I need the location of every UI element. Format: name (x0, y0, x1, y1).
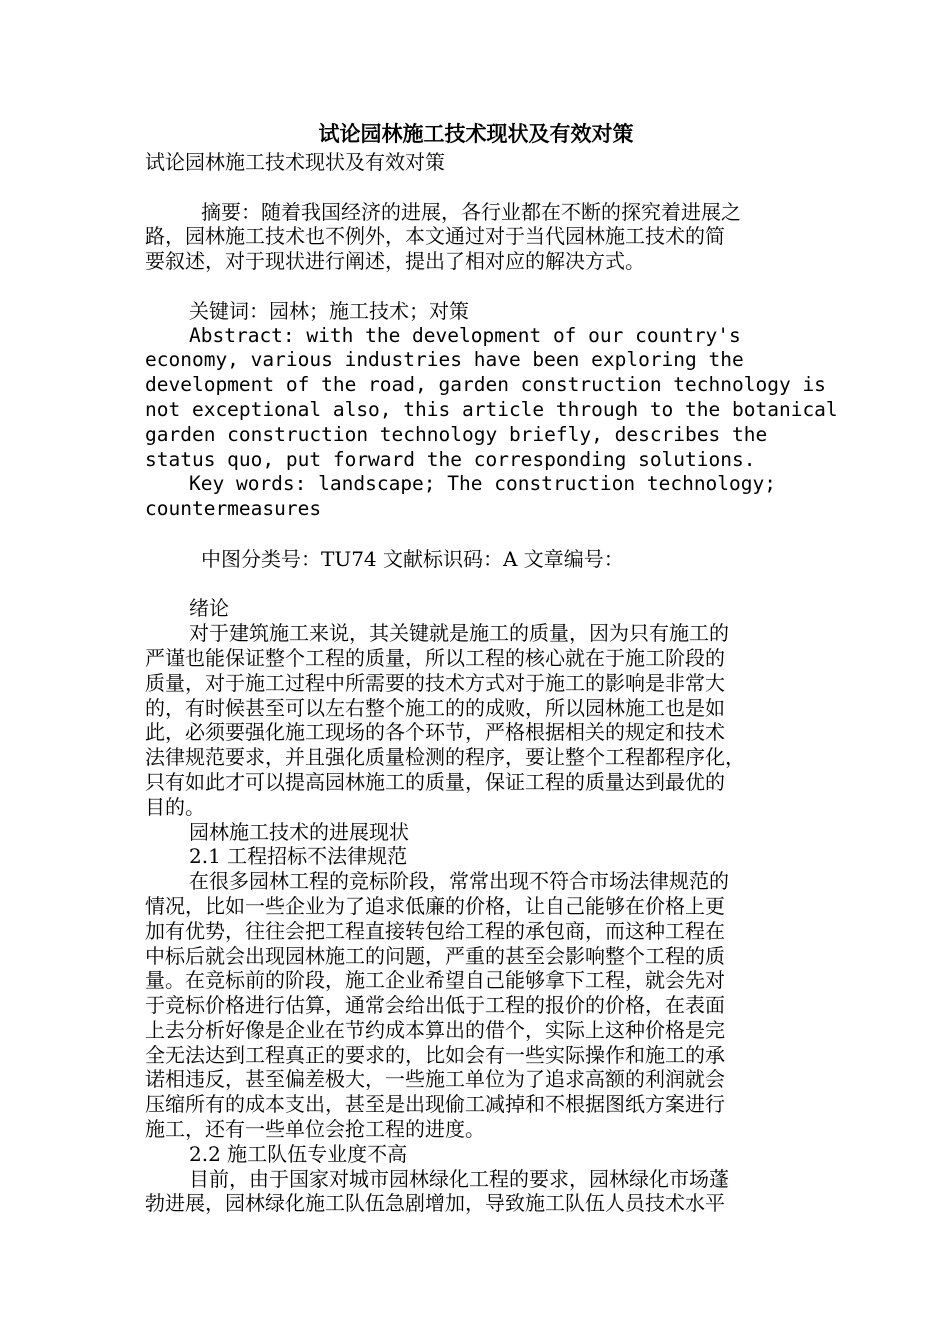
subsection-paragraph (145, 869, 807, 1142)
abstract-en-line: economy, various industries have been exploring the (145, 348, 744, 372)
abstract-cn-line: 路，园林施工技术也不例外，本文通过对于当代园林施工技术的简 (145, 224, 725, 249)
paragraph-line: 严谨也能保证整个工程的质量，所以工程的核心就在于施工阶段的 (145, 645, 725, 670)
paragraph-line: 质量，对于施工过程中所需要的技术方式对于施工的影响是非常大 (145, 670, 725, 695)
spacer (145, 522, 807, 547)
document-subtitle: 试论园林施工技术现状及有效对策 (145, 150, 445, 174)
paragraph-line: 的，有时候甚至可以左右整个施工的的成败，所以园林施工也是如 (145, 695, 725, 720)
abstract-cn (145, 200, 807, 274)
subsection-heading: 2.2 施工队伍专业度不高 (189, 1141, 408, 1166)
abstract-en-line: Abstract: with the development of our country's (189, 323, 741, 347)
paragraph-line: 此，必须要强化施工现场的各个环节，严格根据相关的规定和技术 (145, 720, 725, 745)
paragraph-line: 加有优势，往往会把工程直接转包给工程的承包商，而这种工程在 (145, 918, 725, 943)
paragraph-line: 量。在竞标前的阶段，施工企业希望自己能够拿下工程，就会先对 (145, 968, 725, 993)
spacer (145, 274, 807, 299)
paragraph-line: 中标后就会出现园林施工的问题，严重的甚至会影响整个工程的质 (145, 943, 725, 968)
paragraph-line: 法律规范要求，并且强化质量检测的程序，要让整个工程都程序化， (145, 745, 745, 770)
paragraph-line: 只有如此才可以提高园林施工的质量，保证工程的质量达到最优的 (145, 769, 725, 794)
paragraph-line: 目前，由于国家对城市园林绿化工程的要求，园林绿化市场蓬 (189, 1166, 729, 1191)
abstract-en-line: not exceptional also, this article through to the botanical (145, 397, 838, 421)
paragraph-line: 于竞标价格进行估算，通常会给出低于工程的报价的价格，在表面 (145, 993, 725, 1018)
paragraph-line: 压缩所有的成本支出，甚至是出现偷工减掉和不根据图纸方案进行 (145, 1092, 725, 1117)
paragraph-line: 勃进展，园林绿化施工队伍急剧增加，导致施工队伍人员技术水平 (145, 1191, 725, 1216)
subsection-heading: 2.1 工程招标不法律规范 (189, 844, 408, 869)
abstract-en-line: garden construction technology briefly, describes the (145, 422, 768, 446)
keywords-cn: 关键词：园林；施工技术；对策 (189, 298, 469, 323)
abstract-en-line: status quo, put forward the corresponding solutions. (145, 447, 756, 471)
document-title: 试论园林施工技术现状及有效对策 (318, 121, 634, 146)
classification-line: 中图分类号：TU74 文献标识码：A 文章编号： (201, 546, 624, 571)
abstract-en (145, 323, 838, 473)
keywords-en-line: Key words: landscape; The construction technology; (189, 472, 776, 496)
abstract-en-line: development of the road, garden construction technology is (145, 373, 826, 397)
subsection-paragraph (145, 1167, 807, 1217)
paragraph-line: 施工，还有一些单位会抢工程的进度。 (145, 1117, 485, 1142)
section-heading: 园林施工技术的进展现状 (189, 819, 409, 844)
intro-heading: 绪论 (189, 596, 229, 621)
spacer (145, 175, 807, 200)
intro-paragraph (145, 621, 807, 819)
paragraph-line: 在很多园林工程的竞标阶段，常常出现不符合市场法律规范的 (189, 869, 729, 894)
paragraph-line: 全无法达到工程真正的要求的，比如会有一些实际操作和施工的承 (145, 1042, 725, 1067)
keywords-en (145, 472, 807, 522)
paragraph-line: 对于建筑施工来说，其关键就是施工的质量，因为只有施工的 (189, 621, 729, 646)
paragraph-line: 诺相违反，甚至偏差极大，一些施工单位为了追求高额的利润就会 (145, 1067, 725, 1092)
paragraph-line: 目的。 (145, 794, 205, 819)
abstract-cn-line: 要叙述，对于现状进行阐述，提出了相对应的解决方式。 (145, 249, 645, 274)
spacer (145, 572, 807, 597)
keywords-en-line: countermeasures (145, 497, 322, 521)
paragraph-line: 情况，比如一些企业为了追求低廉的价格，让自己能够在价格上更 (145, 893, 725, 918)
document-body (145, 118, 838, 1216)
paragraph-line: 上去分析好像是企业在节约成本算出的借个，实际上这种价格是完 (145, 1017, 725, 1042)
abstract-cn-line: 摘要：随着我国经济的进展，各行业都在不断的探究着进展之 (201, 199, 741, 224)
